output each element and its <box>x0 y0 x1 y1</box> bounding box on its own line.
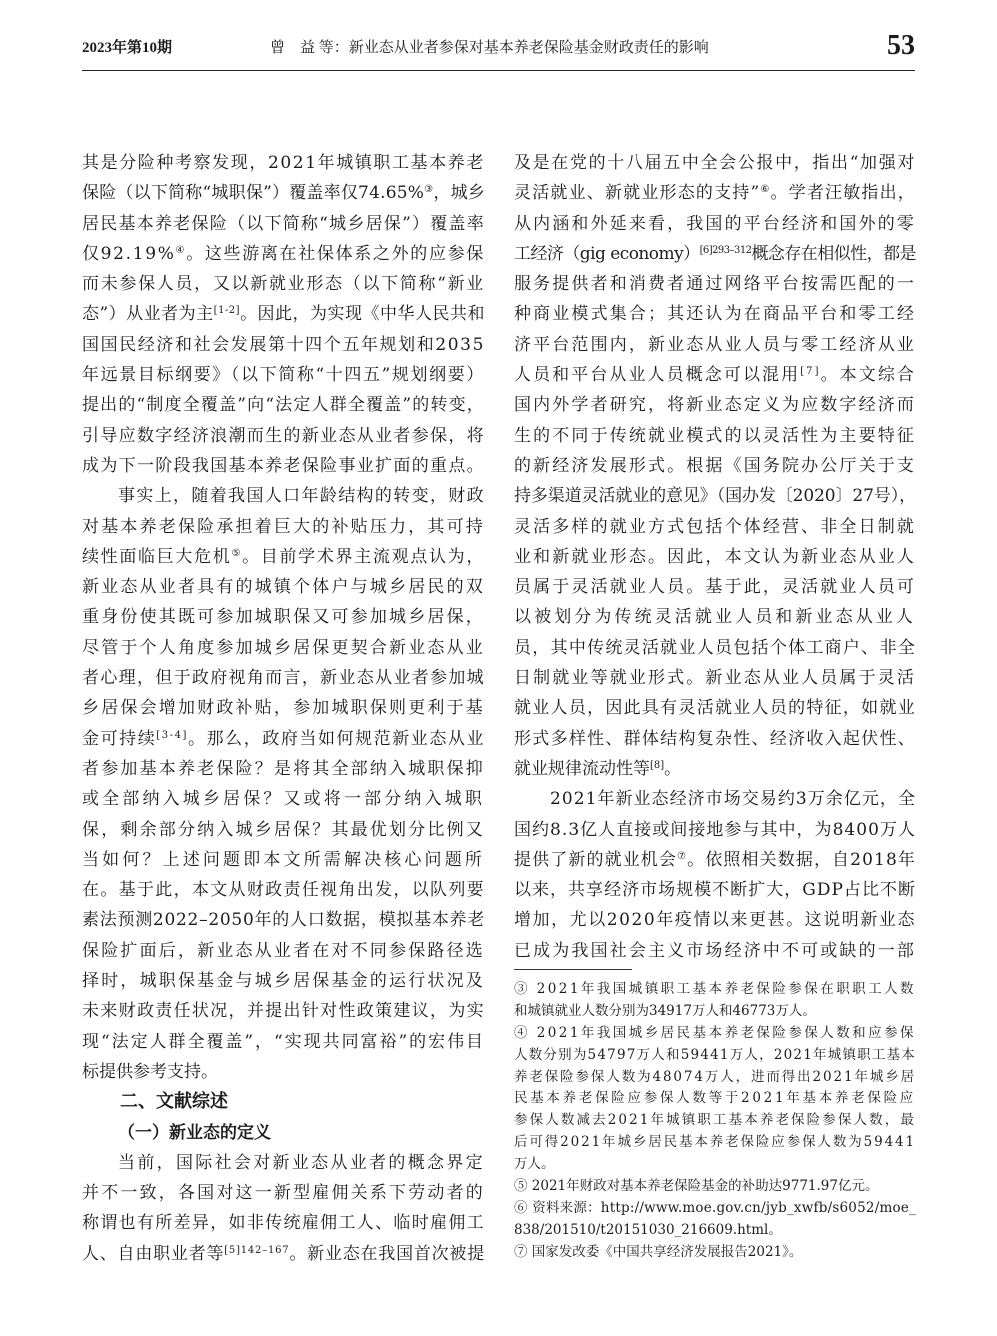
citation-marker: ⑥ <box>760 184 771 196</box>
text-run: 者参加基本养老保险？是将其全部纳入城职保抑 <box>82 758 485 779</box>
text-run: 提出的“制度全覆盖”向“法定人群全覆盖”的转变， <box>82 395 485 416</box>
body-text-line <box>82 1208 485 1238</box>
text-run: 已成为我国社会主义市场经济中不可或缺的一部 <box>514 940 916 961</box>
text-run: 择时，城职保基金与城乡居保基金的运行状况及 <box>82 971 485 992</box>
body-text-line <box>82 815 485 845</box>
text-run: 万人。 <box>514 1156 555 1173</box>
text-run: 。因此，为实现《中华人民共和 <box>240 304 485 325</box>
section-heading: 二、文献综述 <box>120 1091 228 1113</box>
left-column <box>82 148 485 1274</box>
citation-marker: ④ <box>175 244 187 256</box>
text-run: 国国民经济和社会发展第十四个五年规划和2035 <box>82 334 485 355</box>
text-run: 就业规律流动性等 <box>514 758 650 779</box>
text-run: 居民基本养老保险（以下简称“城乡居保”）覆盖率 <box>82 213 485 234</box>
text-run: 保险扩面后，新业态从业者在对不同参保路径选 <box>82 940 485 961</box>
body-text-line <box>82 936 485 966</box>
text-run: 人员和平台从业人员概念可以混用 <box>514 365 801 386</box>
text-run: 及是在党的十八届五中全会公报中，指出“加强对 <box>514 153 916 173</box>
text-run: 济平台范围内，新业态从业人员与零工经济从业 <box>514 334 916 355</box>
text-run: ⑦ 国家发改委《中国共享经济发展报告2021》。 <box>514 1243 803 1260</box>
text-run: 者心理，但于政府视角而言，新业态从业者参加城 <box>82 668 485 689</box>
text-run: 金可持续 <box>82 728 157 749</box>
body-text-line <box>514 299 916 329</box>
text-run: 现“法定人群全覆盖”，“实现共同富裕”的宏伟目 <box>82 1031 485 1052</box>
body-text-line <box>82 269 485 299</box>
citation-marker: ⑦ <box>677 850 688 862</box>
text-run: 其是分险种考察发现，2021年城镇职工基本养老 <box>82 153 485 173</box>
footnote-line <box>514 1242 916 1264</box>
body-text-line <box>514 663 916 693</box>
body-text-line <box>82 784 485 814</box>
footnote <box>514 1242 916 1264</box>
running-title: 曾 益 等：新业态从业者参保对基本养老保险基金财政责任的影响 <box>270 40 709 56</box>
text-run: 。学者汪敏指出， <box>770 183 916 204</box>
citation-marker: [1-2] <box>213 305 241 317</box>
text-run: 以被划分为传统灵活就业人员和新业态从业人 <box>514 607 916 628</box>
body-text-line <box>514 512 916 542</box>
text-run: 尽管于个人角度参加城乡居保更契合新业态从业 <box>82 637 485 658</box>
text-run: 灵活多样的就业方式包括个体经营、非全日制就 <box>514 516 916 537</box>
body-text-line <box>82 754 485 784</box>
text-run: 员，其中传统灵活就业人员包括个体工商户、非全 <box>514 637 916 658</box>
body-text-line <box>514 693 916 723</box>
footnote-line <box>514 1088 916 1110</box>
body-text-line <box>82 209 485 239</box>
text-run: 。 <box>664 758 682 779</box>
text-run: 仅92.19% <box>82 243 176 264</box>
body-text-line <box>514 602 916 632</box>
body-text-line <box>82 1148 485 1178</box>
body-text-line <box>82 390 485 420</box>
body-text-line <box>82 330 485 360</box>
body-text-line <box>82 512 485 542</box>
body-text-line <box>514 148 916 178</box>
text-run: 事实上，随着我国人口年龄结构的转变，财政 <box>118 486 485 507</box>
citation-marker: [7] <box>800 366 821 378</box>
body-text-line <box>82 966 485 996</box>
footnote-line <box>514 1110 916 1132</box>
text-run: 日制就业等就业形式。新业态从业人员属于灵活 <box>514 668 916 689</box>
text-run: 2021年新业态经济市场交易约3万余亿元，全 <box>550 789 916 810</box>
body-text-line <box>514 330 916 360</box>
text-run: 国内外学者研究，将新业态定义为应数字经济而 <box>514 395 916 416</box>
text-run: 人、自由职业者等 <box>82 1243 225 1264</box>
text-run: 乡居保会增加财政补贴，参加城职保则更利于基 <box>82 698 485 719</box>
text-run: 员属于灵活就业人员。基于此，灵活就业人员可 <box>514 577 916 598</box>
text-run: 新业态从业者具有的城镇个体户与城乡居民的双 <box>82 577 485 598</box>
text-run: 灵活就业、新就业形态的支持” <box>514 183 761 204</box>
body-text-line <box>514 360 916 390</box>
text-run: 或全部纳入城乡居保？又或将一部分纳入城职 <box>82 789 485 810</box>
text-run: 未来财政责任状况，并提出针对性政策建议，为实 <box>82 1001 485 1022</box>
issue-label: 2023年第10期 <box>82 40 173 56</box>
text-run: 年远景目标纲要》（以下简称“十四五”规划纲要） <box>82 365 485 386</box>
text-run: 。新业态在我国首次被提 <box>289 1243 485 1264</box>
paragraph <box>514 784 916 966</box>
text-run: 对基本养老保险承担着巨大的补贴压力，其可持 <box>82 516 485 537</box>
body-text-line <box>82 148 485 178</box>
citation-marker: ⑤ <box>231 547 243 559</box>
footnote-line <box>514 1045 916 1067</box>
body-text-line <box>514 754 916 784</box>
body-text-line <box>514 724 916 754</box>
text-run: 。这些游离在社保体系之外的应参保 <box>186 243 485 264</box>
text-run: ④ 2021年我国城乡居民基本养老保险参保人数和应参保 <box>514 1024 916 1041</box>
body-text-line <box>82 633 485 663</box>
paragraph <box>514 148 916 784</box>
body-text-line <box>514 209 916 239</box>
footnote-line <box>514 1001 916 1023</box>
text-run: 。那么，政府当如何规范新业态从业 <box>188 728 485 749</box>
text-run: 在。基于此，本文从财政责任视角出发，以队列要 <box>82 880 485 901</box>
body-text-line <box>514 784 916 814</box>
text-run: 和城镇就业人数分别为34917万人和46773万人。 <box>514 1002 816 1019</box>
text-run: 续性面临巨大危机 <box>82 546 232 567</box>
text-run: 成为下一阶段我国基本养老保险事业扩面的重点。 <box>82 455 485 476</box>
text-run: 种商业模式集合；其还认为在商品平台和零工经 <box>514 304 916 325</box>
paragraph <box>82 1148 485 1269</box>
body-text-line <box>514 542 916 572</box>
footnotes <box>514 979 916 1279</box>
body-text-line <box>514 845 916 875</box>
text-run: 概念存在相似性，都是 <box>751 243 916 264</box>
body-text-line <box>514 239 916 269</box>
text-run: 提供了新的就业机会 <box>514 849 678 870</box>
text-run: 838/201510/t20151030_216609.html。 <box>514 1221 782 1238</box>
footnote-line <box>514 1154 916 1176</box>
body-text-line <box>82 481 485 511</box>
body-text-line <box>514 269 916 299</box>
footnote <box>514 1176 916 1198</box>
body-text-line <box>514 936 916 966</box>
footnote-line <box>514 979 916 1001</box>
body-text-line <box>514 875 916 905</box>
text-run: ⑤ 2021年财政对基本养老保险基金的补助达9771.97亿元。 <box>514 1178 879 1195</box>
footnote <box>514 1198 916 1242</box>
body-text-line <box>82 875 485 905</box>
page-number: 53 <box>887 30 915 61</box>
text-run: 素法预测2022–2050年的人口数据，模拟基本养老 <box>82 910 485 931</box>
body-text-line <box>514 815 916 845</box>
body-text-line <box>82 360 485 390</box>
footnote-line <box>514 1132 916 1154</box>
text-run: 。依照相关数据，自2018年 <box>687 849 916 870</box>
body-text-line <box>82 1239 485 1269</box>
body-text-line <box>514 633 916 663</box>
body-text-line <box>82 905 485 935</box>
footnote <box>514 979 916 1023</box>
body-text-line <box>514 905 916 935</box>
text-run: 引导应数字经济浪潮而生的新业态从业者参保，将 <box>82 425 485 446</box>
body-text-line <box>82 1027 485 1057</box>
citation-marker: [3-4] <box>156 729 188 741</box>
footnote-line <box>514 1176 916 1198</box>
body-text-line <box>514 451 916 481</box>
body-text-line <box>82 724 485 754</box>
body-text-line <box>82 299 485 329</box>
subsection-heading: （一）新业态的定义 <box>118 1122 271 1143</box>
text-run: 养老保险参保人数为48074万人，进而得出2021年城乡居 <box>514 1068 916 1085</box>
text-run: 重身份使其既可参加城职保又可参加城乡居保， <box>82 607 485 628</box>
footnote-line <box>514 1220 916 1242</box>
text-run: 当前，国际社会对新业态从业者的概念界定 <box>118 1152 485 1173</box>
footnote-rule <box>514 969 632 970</box>
text-run: 当如何？上述问题即本文所需解决核心问题所 <box>82 849 485 870</box>
body-text-line <box>82 451 485 481</box>
text-run: ⑥ 资料来源：http://www.moe.gov.cn/jyb_xwfb/s6052/moe_ <box>514 1199 916 1216</box>
text-run: 从内涵和外延来看，我国的平台经济和国外的零 <box>514 213 916 234</box>
text-run: 后可得2021年城乡居民基本养老保险应参保人数为59441 <box>514 1134 916 1151</box>
text-run: 生的不同于传统就业模式的以灵活性为主要特征 <box>514 425 916 446</box>
text-run: 工经济（gig economy） <box>514 243 700 264</box>
paragraph <box>82 481 485 1087</box>
body-text-line <box>82 1178 485 1208</box>
body-text-line <box>514 481 916 511</box>
citation-marker: [8] <box>650 759 665 771</box>
text-run: 保险（以下简称“城职保”）覆盖率仅74.65% <box>82 183 425 204</box>
text-run: 。本文综合 <box>820 365 916 386</box>
body-text-line <box>82 178 485 208</box>
header-rule <box>82 70 915 71</box>
text-run: 业和新就业形态。因此，本文认为新业态从业人 <box>514 546 916 567</box>
body-text-line <box>82 421 485 451</box>
text-run: 形式多样性、群体结构复杂性、经济收入起伏性、 <box>514 728 916 749</box>
body-text-line <box>514 390 916 420</box>
body-text-line <box>514 572 916 602</box>
text-run: 。目前学术界主流观点认为， <box>242 546 485 567</box>
body-text-line <box>82 845 485 875</box>
text-run: 人数分别为54797万人和59441万人，2021年城镇职工基本 <box>514 1046 916 1063</box>
citation-marker: [5]142–167 <box>224 1244 290 1256</box>
text-run: 增加，尤以2020年疫情以来更甚。这说明新业态 <box>514 910 916 931</box>
text-run: 服务提供者和消费者通过网络平台按需匹配的一 <box>514 274 916 295</box>
citation-marker: ③ <box>424 184 434 196</box>
text-run: 以来，共享经济市场规模不断扩大，GDP占比不断 <box>514 880 916 901</box>
text-run: 国约8.3亿人直接或间接地参与其中，为8400万人 <box>514 819 916 840</box>
text-run: ，城乡 <box>433 183 485 204</box>
text-run: 并不一致，各国对这一新型雇佣关系下劳动者的 <box>82 1183 485 1204</box>
footnote-line <box>514 1198 916 1220</box>
footnote-line <box>514 1067 916 1089</box>
text-run: 保，剩余部分纳入城乡居保？其最优划分比例又 <box>82 819 485 840</box>
body-text-line <box>82 239 485 269</box>
text-run: ③ 2021年我国城镇职工基本养老保险参保在职职工人数 <box>514 981 916 997</box>
citation-marker: [6]293–312 <box>699 244 752 256</box>
text-run: 的新经济发展形式。根据《国务院办公厅关于支 <box>514 455 916 476</box>
body-text-line <box>514 178 916 208</box>
text-run: 持多渠道灵活就业的意见》（国办发〔2020〕27号）， <box>514 486 916 507</box>
footnote <box>514 1023 916 1176</box>
body-text-line <box>82 572 485 602</box>
body-text-line <box>514 421 916 451</box>
text-run: 就业人员，因此具有灵活就业人员的特征，如就业 <box>514 698 916 719</box>
text-run: 标提供参考支持。 <box>82 1061 218 1082</box>
body-text-line <box>82 663 485 693</box>
text-run: 参保人数减去2021年城镇职工基本养老保险参保人数，最 <box>514 1112 916 1129</box>
body-text-line <box>82 542 485 572</box>
text-run: 称谓也有所差异，如非传统雇佣工人、临时雇佣工 <box>82 1213 485 1234</box>
text-run: 态”）从业者为主 <box>82 304 214 325</box>
right-column <box>514 148 916 970</box>
body-text-line <box>82 693 485 723</box>
paragraph <box>82 148 485 481</box>
body-text-line <box>82 602 485 632</box>
text-run: 民基本养老保险应参保人数等于2021年基本养老保险应 <box>514 1090 916 1107</box>
body-text-line <box>82 1057 485 1087</box>
text-run: 而未参保人员，又以新就业形态（以下简称“新业 <box>82 274 485 295</box>
body-text-line <box>82 996 485 1026</box>
footnote-line <box>514 1023 916 1045</box>
